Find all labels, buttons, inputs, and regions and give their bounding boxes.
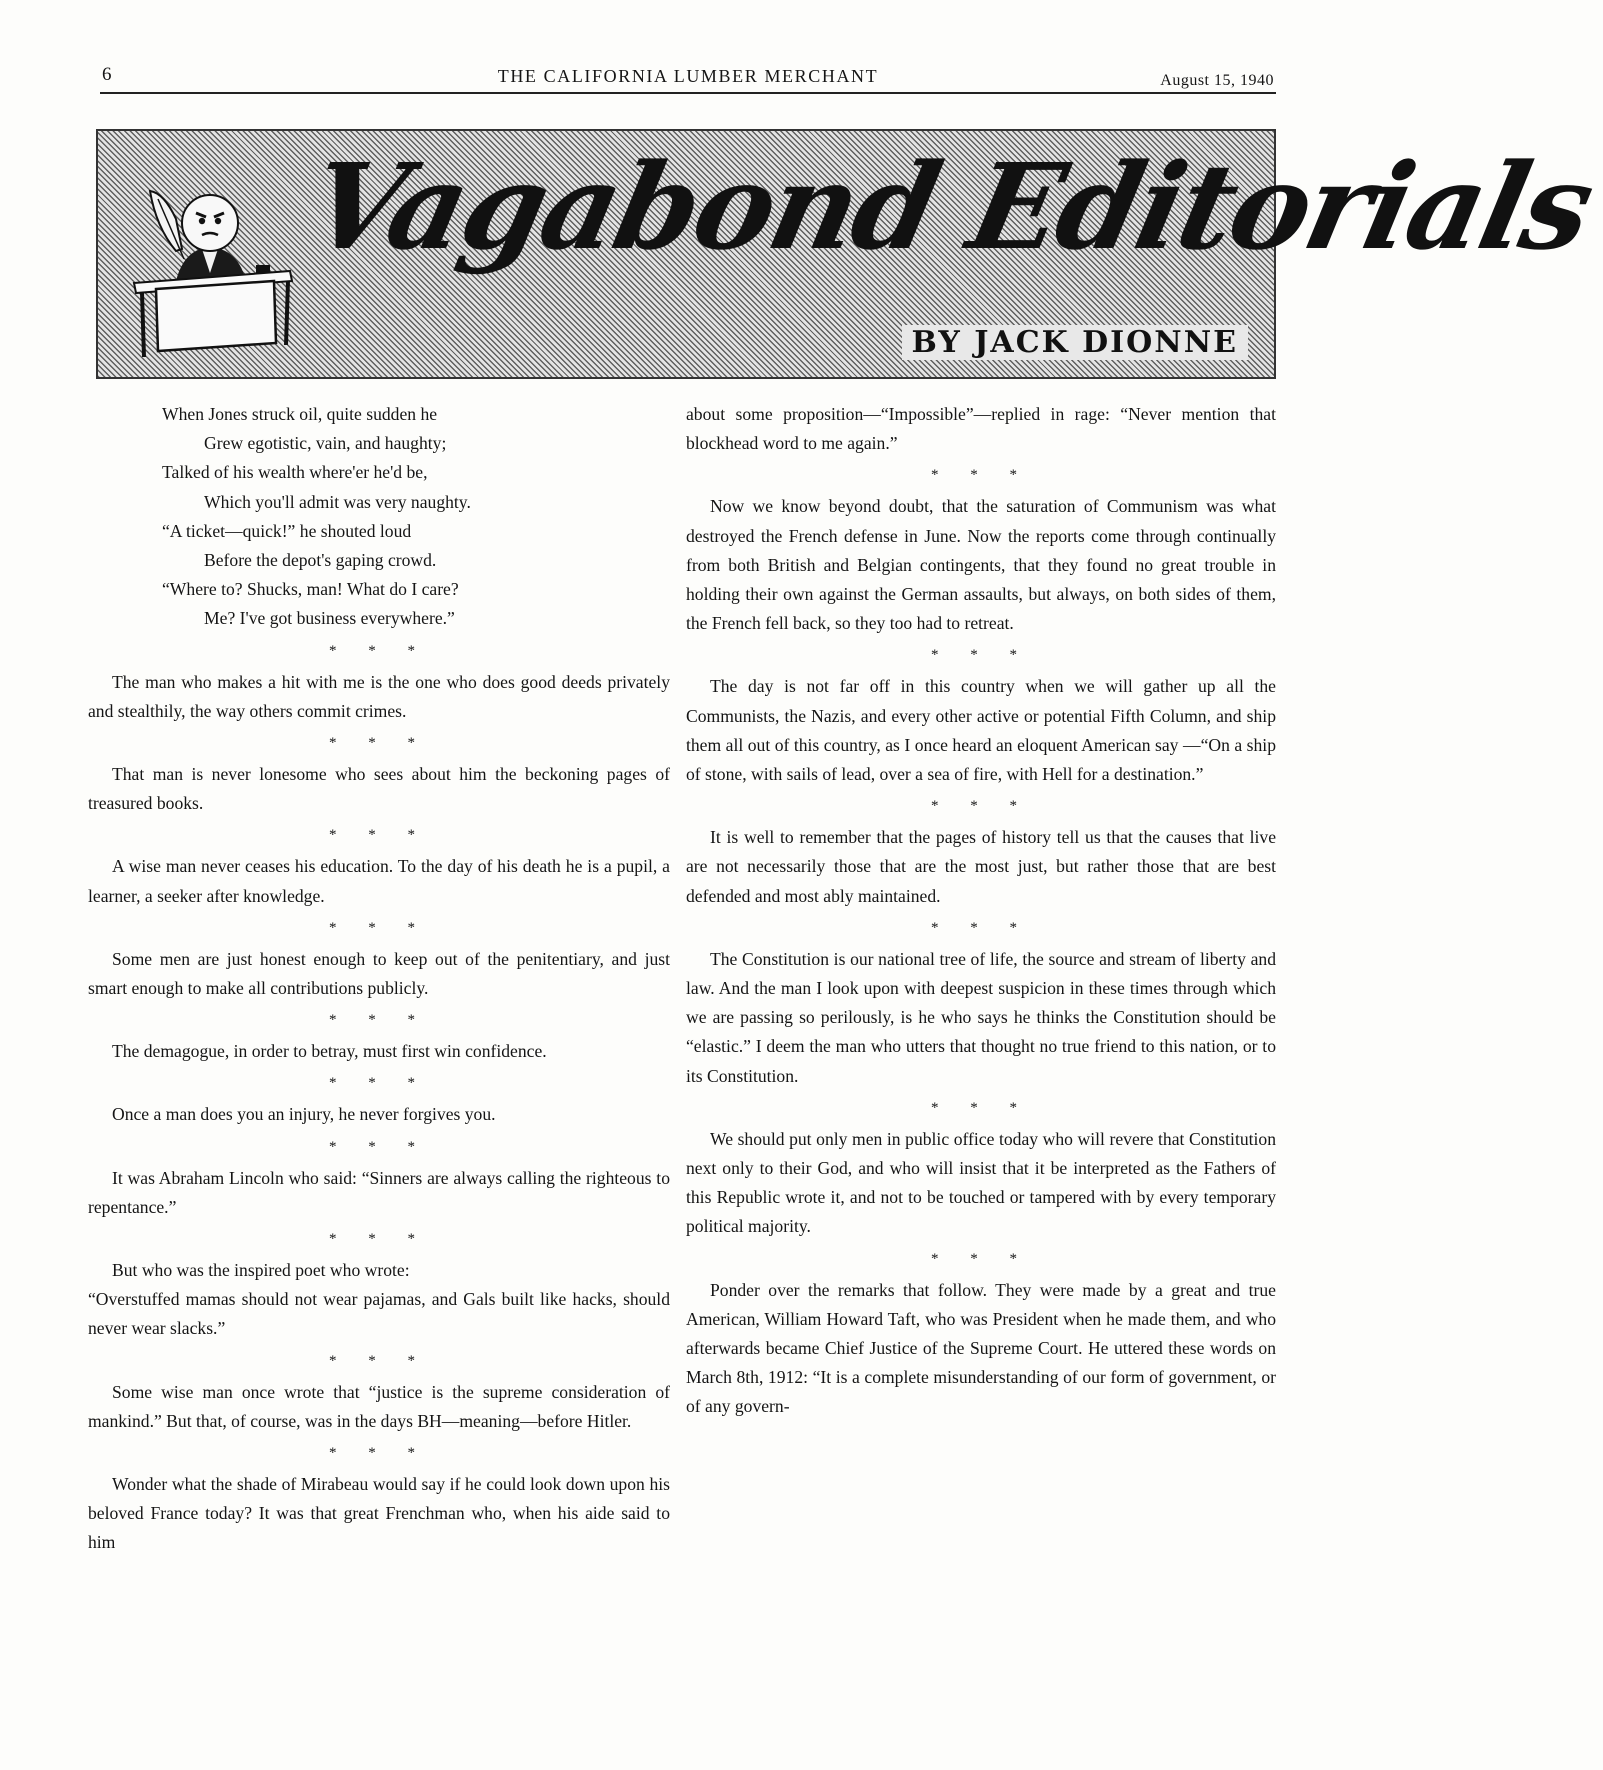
poem-line: When Jones struck oil, quite sudden he bbox=[162, 404, 438, 424]
section-separator: * * * bbox=[931, 919, 1031, 936]
issue-date: August 15, 1940 bbox=[1160, 72, 1274, 89]
section-separator: * * * bbox=[931, 1099, 1031, 1116]
paragraph: Once a man does you an injury, he never forgives you. bbox=[112, 1104, 496, 1125]
paragraph: A wise man never ceases his education. To the day of his death he is a pupil, a learner, a seeker after knowledge. bbox=[88, 856, 670, 906]
paragraph: Some wise man once wrote that “justice is the supreme consideration of mankind.” But that, of course, was in the days BH—meaning—before Hitler. bbox=[88, 1381, 670, 1431]
paragraph: Ponder over the remarks that follow. They were made by a great and true American, William Howard Taft, who was President when he made them, and who afterwards became Chief Justice of the Supreme Court. He uttered these words on March 8th, 1912: “It is a complete misunderstanding of our form of government, or of any govern- bbox=[686, 1279, 1276, 1417]
paragraph: Wonder what the shade of Mirabeau would say if he could look down upon his beloved France today? It was that great Frenchman who, when his aide said to him bbox=[88, 1474, 670, 1553]
banner-title: Vagabond Editorials bbox=[298, 137, 1603, 276]
section-separator: * * * bbox=[329, 642, 429, 659]
poem-line: Which you'll admit was very naughty. bbox=[204, 491, 471, 512]
page-header bbox=[100, 62, 1276, 94]
byline: BY JACK DIONNE bbox=[902, 325, 1248, 360]
page-number: 6 bbox=[102, 64, 112, 85]
paragraph: It was Abraham Lincoln who said: “Sinners are always calling the righteous to repentance.” bbox=[88, 1167, 670, 1217]
section-separator: * * * bbox=[329, 1231, 429, 1248]
poem-line: “A ticket—quick!” he shouted loud bbox=[162, 520, 412, 541]
paragraph: That man is never lonesome who sees about him the beckoning pages of treasured books. bbox=[88, 764, 670, 814]
poem-line: “Where to? Shucks, man! What do I care? bbox=[162, 579, 459, 600]
section-separator: * * * bbox=[329, 1012, 429, 1029]
paragraph: The Constitution is our national tree of life, the source and stream of liberty and law. And the man I look upon with deepest suspicion in these times through which we are passing so perilously, is he who says he thinks the Constitution should be “elastic.” I deem the man who utters that thought no true friend to this nation, or to its Constitution. bbox=[686, 948, 1276, 1086]
paragraph-continued: about some proposition—“Impossible”—replied in rage: “Never mention that blockhead word to me again.” bbox=[686, 404, 1276, 454]
poem-line: Talked of his wealth where'er he'd be, bbox=[162, 462, 428, 483]
section-separator: * * * bbox=[931, 467, 1031, 484]
section-separator: * * * bbox=[329, 735, 429, 752]
paragraph: The day is not far off in this country when we will gather up all the Communists, the Nazis, and every other active or potential Fifth Column, and ship them all out of this country, as I once heard an eloquent American say —“On a ship of stone, with sails of lead, over a sea of fire, with Hell for a destination.” bbox=[686, 676, 1276, 785]
paragraph: Now we know beyond doubt, that the saturation of Communism was what destroyed the French defense in June. Now the reports come through continually from both British and Belgian contingents, that they found no great trouble in holding their own against the German assaults, but always, on both sides of them, the French fell back, so they too had to retreat. bbox=[686, 496, 1276, 634]
poem-line: Grew egotistic, vain, and haughty; bbox=[204, 433, 447, 454]
section-separator: * * * bbox=[329, 1352, 429, 1369]
paragraph: But who was the inspired poet who wrote: bbox=[112, 1260, 410, 1281]
section-separator: * * * bbox=[931, 1250, 1031, 1267]
section-separator: * * * bbox=[329, 1445, 429, 1462]
poem bbox=[162, 400, 670, 634]
paragraph: The demagogue, in order to betray, must first win confidence. bbox=[112, 1041, 547, 1062]
section-separator: * * * bbox=[329, 1075, 429, 1092]
publication-title: THE CALIFORNIA LUMBER MERCHANT bbox=[497, 66, 879, 86]
left-column bbox=[88, 400, 670, 1558]
paragraph: Some men are just honest enough to keep out of the penitentiary, and just smart enough to make all contributions publicly. bbox=[88, 948, 670, 999]
quoted-verse: “Overstuffed mamas should not wear pajamas, and Gals built like hacks, should never wear slacks.” bbox=[88, 1289, 670, 1339]
section-separator: * * * bbox=[931, 647, 1031, 664]
paragraph: The man who makes a hit with me is the one who does good deeds privately and stealthily, the way others commit crimes. bbox=[88, 671, 670, 721]
right-column bbox=[686, 400, 1276, 1422]
section-separator: * * * bbox=[329, 827, 429, 844]
section-separator: * * * bbox=[329, 1138, 429, 1155]
poem-line: Before the depot's gaping crowd. bbox=[204, 550, 437, 571]
poem-line: Me? I've got business everywhere.” bbox=[204, 608, 455, 629]
paragraph: It is well to remember that the pages of history tell us that the causes that live are not necessarily those that are the most just, but rather those that are best defended and most ably maintained. bbox=[686, 827, 1276, 906]
column-banner bbox=[96, 129, 1603, 379]
section-separator: * * * bbox=[931, 798, 1031, 815]
section-separator: * * * bbox=[329, 919, 429, 936]
paragraph: We should put only men in public office today who will revere that Constitution next only to their God, and who will insist that it be interpreted as the Fathers of this Republic wrote it, and not to be touched or tampered with by every temporary political majority. bbox=[686, 1128, 1276, 1237]
